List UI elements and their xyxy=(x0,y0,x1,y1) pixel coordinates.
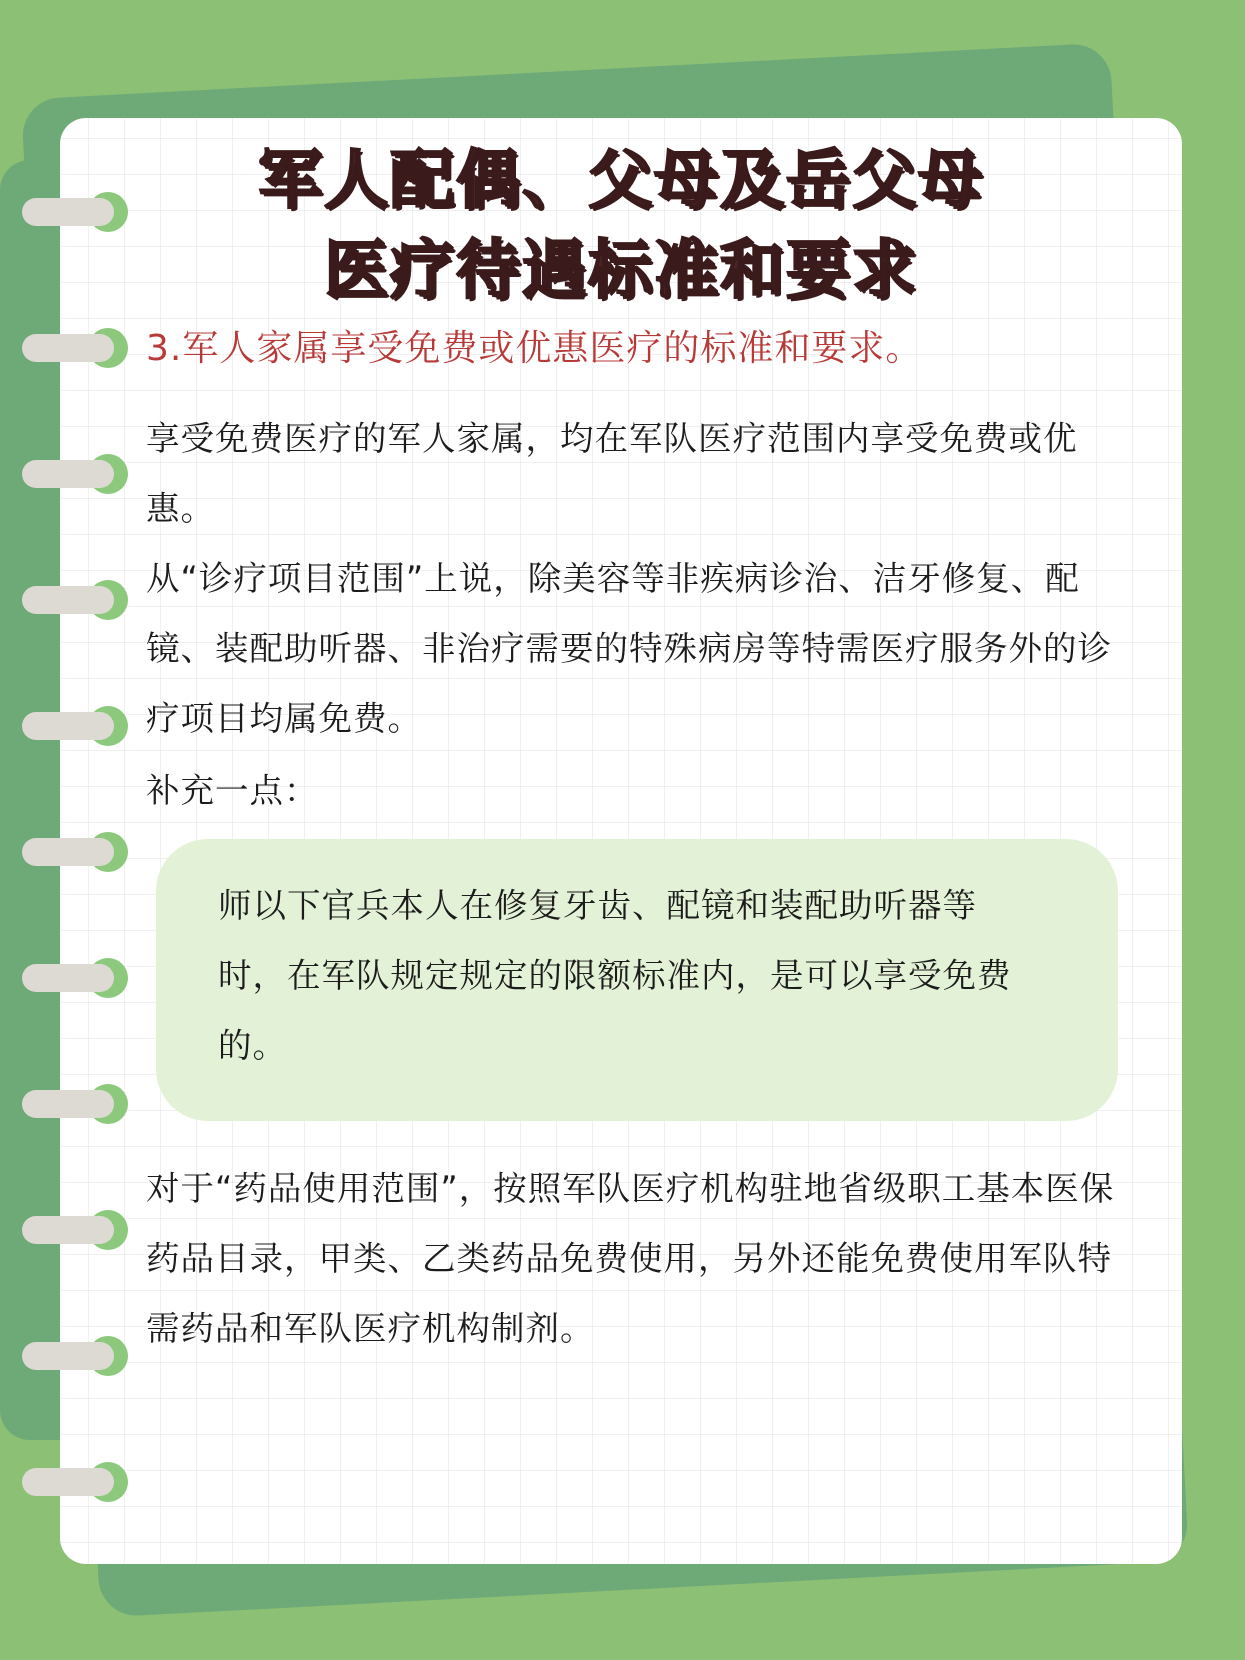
binder-ring xyxy=(22,706,124,746)
binder-ring-bar xyxy=(22,1090,114,1118)
paragraph-drug-scope: 对于“药品使用范围”，按照军队医疗机构驻地省级职工基本医保药品目录，甲类、乙类药品免费使用，另外还能免费使用军队特需药品和军队医疗机构制剂。 xyxy=(146,1169,1115,1348)
binder-ring-bar xyxy=(22,1216,114,1244)
binder-ring-bar xyxy=(22,460,114,488)
binder-ring xyxy=(22,958,124,998)
title-line-2: 医疗待遇标准和要求 xyxy=(324,234,918,308)
paragraph-supplement-label: 补充一点： xyxy=(146,771,319,810)
binder-ring-bar xyxy=(22,334,114,362)
binder-ring-bar xyxy=(22,586,114,614)
callout-box xyxy=(156,839,1118,1121)
binder-ring xyxy=(22,1462,124,1502)
paragraph-coverage: 享受免费医疗的军人家属，均在军队医疗范围内享受免费或优惠。 xyxy=(146,419,1078,528)
binder-ring xyxy=(22,580,124,620)
binder-ring xyxy=(22,192,124,232)
binder-ring xyxy=(22,328,124,368)
binder-ring xyxy=(22,1084,124,1124)
binder-ring-bar xyxy=(22,1342,114,1370)
binder-ring-bar xyxy=(22,198,114,226)
binder-ring xyxy=(22,832,124,872)
binder-ring-bar xyxy=(22,1468,114,1496)
binder-ring-bar xyxy=(22,964,114,992)
callout-text: 师以下官兵本人在修复牙齿、配镜和装配助听器等时，在军队规定规定的限额标准内，是可以享受免费的。 xyxy=(218,886,1012,1065)
paragraph-treatment-scope: 从“诊疗项目范围”上说，除美容等非疾病诊治、洁牙修复、配镜、装配助听器、非治疗需要的特殊病房等特需医疗服务外的诊疗项目均属免费。 xyxy=(146,559,1112,738)
binder-ring-bar xyxy=(22,838,114,866)
binder-ring xyxy=(22,454,124,494)
section-heading: 3.军人家属享受免费或优惠医疗的标准和要求。 xyxy=(146,328,923,369)
binder-ring xyxy=(22,1336,124,1376)
binder-ring-bar xyxy=(22,712,114,740)
page-title xyxy=(60,136,1182,316)
title-line-1: 军人配偶、父母及岳父母 xyxy=(258,144,984,218)
notebook-page xyxy=(60,118,1182,1564)
binder-ring xyxy=(22,1210,124,1250)
